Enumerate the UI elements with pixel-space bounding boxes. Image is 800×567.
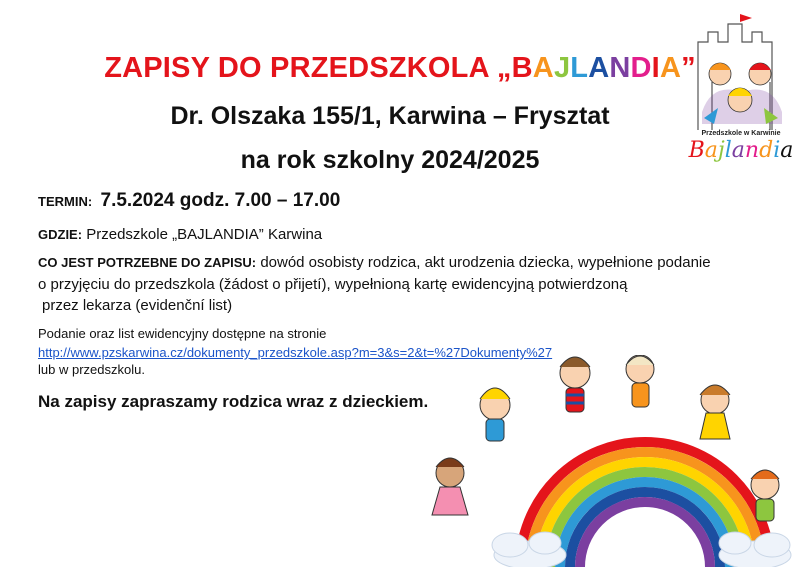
documents-link[interactable]: http://www.pzskarwina.cz/dokumenty_przedszkole.asp?m=3&s=2&t=%27Dokumenty%27 (38, 345, 553, 360)
clouds (492, 532, 791, 567)
termin-label: TERMIN: (38, 194, 93, 209)
title-letter: A (588, 52, 610, 84)
title-letter: D (630, 52, 652, 84)
logo-letter: n (744, 138, 760, 163)
required-text-1: dowód osobisty rodzica, akt urodzenia dziecka, wypełnione podanie (260, 254, 711, 271)
required-line-3: przez lekarza (evidenční list) (42, 297, 233, 314)
logo-letter: a (731, 138, 745, 163)
logo-letter: d (759, 138, 774, 163)
required-label: CO JEST POTRZEBNE DO ZAPISU: (38, 255, 257, 270)
title-suffix: ” (681, 52, 696, 84)
gdzie-line (38, 226, 322, 243)
title-letter: L (570, 52, 589, 84)
logo-caption: Przedszkole w Karwinie (701, 130, 781, 137)
logo-wordmark (686, 138, 796, 163)
title-letter: J (553, 52, 571, 84)
logo-letter: i (773, 138, 781, 163)
title-prefix: ZAPISY DO PRZEDSZKOLA „ (104, 52, 512, 84)
rainbow-children-illustration (410, 355, 800, 567)
title-letter: A (532, 52, 554, 84)
termin-line (38, 190, 340, 212)
required-line-1 (38, 254, 711, 271)
documents-intro: Podanie oraz list ewidencyjny dostępne na stronie (38, 326, 327, 341)
required-line-2: o przyjęciu do przedszkola (žádost o přijetí), wypełnioną kartę ewidencyjną potwierdzoną (38, 276, 628, 293)
title-letter: A (659, 52, 682, 84)
termin-value: 7.5.2024 godz. 7.00 – 17.00 (100, 190, 341, 211)
logo-letter: a (704, 138, 718, 163)
logo-letter: j (717, 138, 725, 163)
documents-outro: lub w przedszkolu. (38, 362, 145, 377)
logo-letter: a (780, 138, 794, 163)
title-letter: B (511, 52, 533, 84)
page-title (0, 52, 800, 85)
logo-letter: B (688, 138, 705, 163)
gdzie-value: Przedszkole „BAJLANDIA” Karwina (86, 226, 323, 243)
school-year-heading: na rok szkolny 2024/2025 (240, 146, 540, 174)
logo-letter: l (724, 138, 732, 163)
title-letter: N (609, 52, 631, 84)
closing-text: Na zapisy zapraszamy rodzica wraz z dzieckiem. (38, 392, 429, 411)
address-heading: Dr. Olszaka 155/1, Karwina – Frysztat (170, 102, 610, 130)
gdzie-label: GDZIE: (38, 227, 83, 242)
title-letter: I (651, 52, 660, 84)
